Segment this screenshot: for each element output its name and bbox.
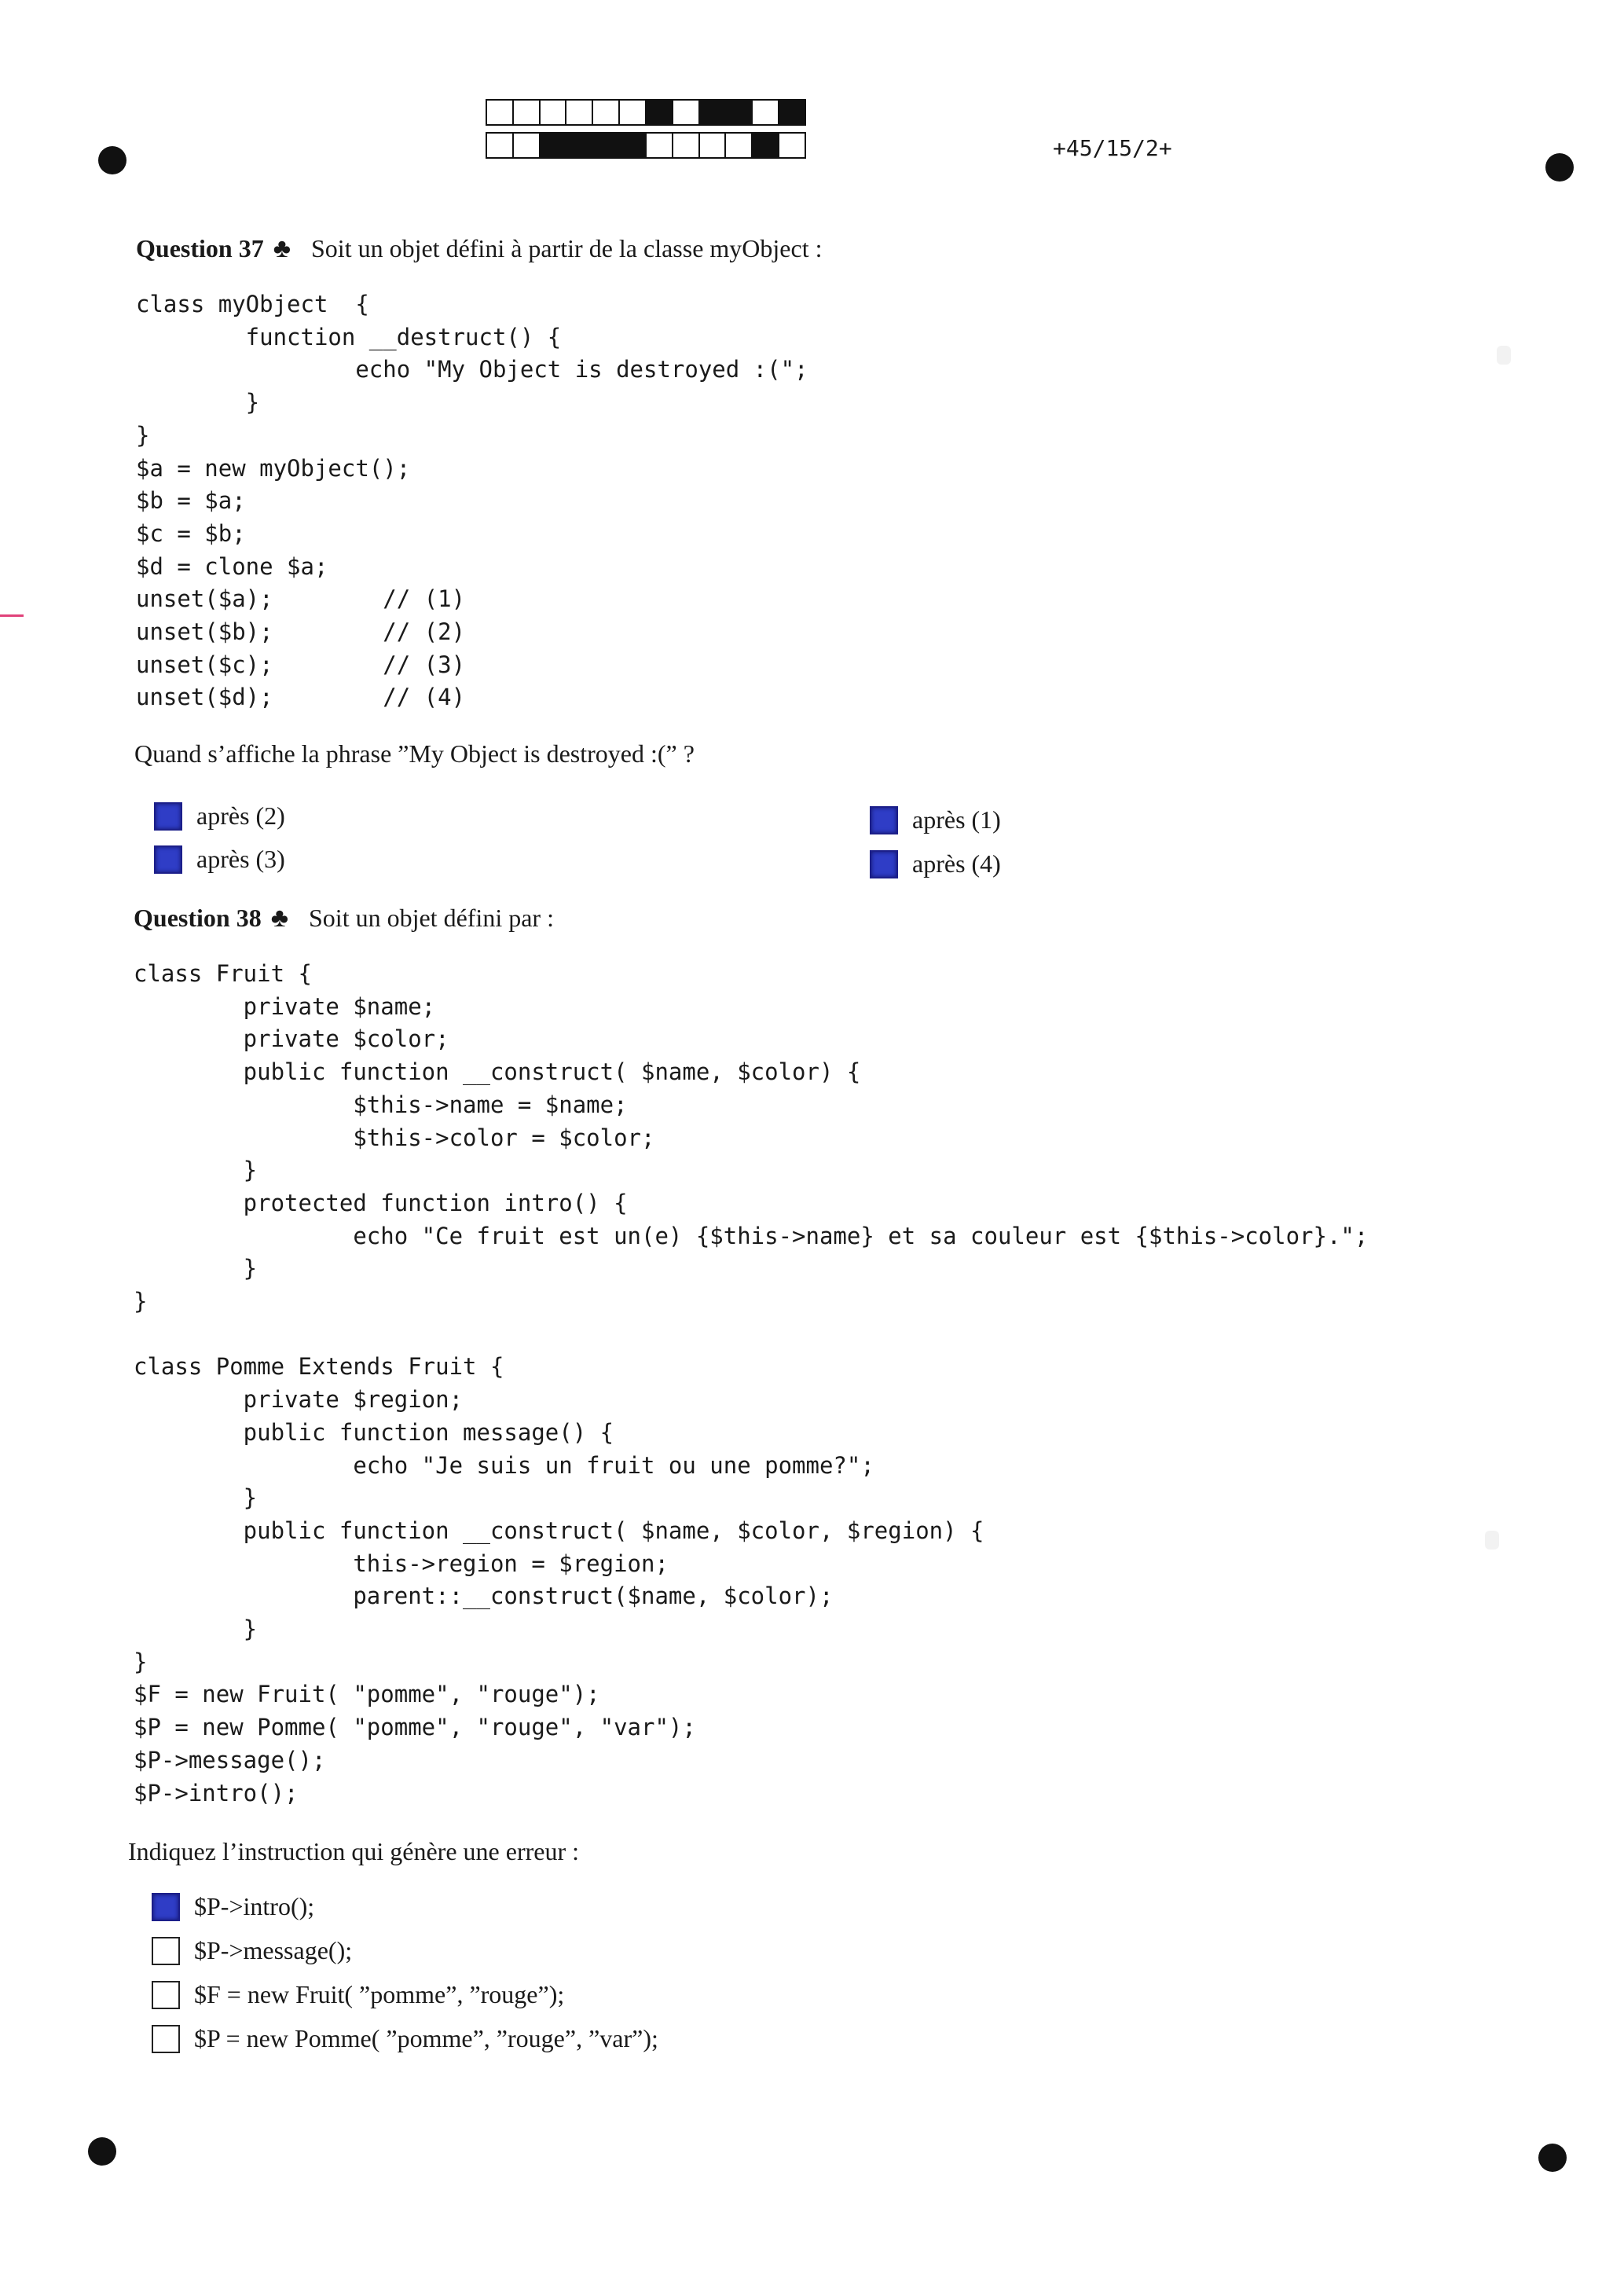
question-number: Question 38: [134, 904, 262, 932]
code-line: private $name;: [134, 992, 436, 1020]
code-line: $d = clone $a;: [136, 552, 328, 580]
scan-smudge: [1497, 346, 1511, 365]
code-line: }: [134, 1288, 148, 1315]
question-prompt: Soit un objet défini à partir de la classe myObject :: [311, 234, 823, 262]
corner-marker-bottom-left: [88, 2137, 116, 2166]
code-line: unset($a); // (1): [136, 585, 466, 613]
margin-tick: [0, 614, 24, 617]
code-line: }: [134, 1616, 258, 1643]
question-37-header: [136, 234, 822, 264]
barcode-cell: [618, 99, 647, 126]
code-line: unset($b); // (2): [136, 618, 466, 646]
answer-label: après (4): [912, 849, 1001, 878]
barcode-cell: [672, 132, 700, 159]
question-37-text: Quand s’affiche la phrase ”My Object is destroyed :(” ?: [134, 739, 695, 768]
answer-label: $P = new Pomme( ”pomme”, ”rouge”, ”var”);: [194, 2024, 658, 2052]
code-line: $c = $b;: [136, 519, 246, 547]
code-line: function __destruct() {: [136, 323, 562, 350]
answer-label: après (2): [196, 801, 285, 830]
club-icon: ♣: [273, 234, 291, 263]
barcode-cell: [486, 132, 514, 159]
scan-smudge: [1485, 1531, 1499, 1550]
answer-label: $F = new Fruit( ”pomme”, ”rouge”);: [194, 1980, 565, 2008]
answer-choice[interactable]: [870, 849, 1001, 878]
checkbox[interactable]: [154, 802, 182, 831]
code-block-q38: [134, 958, 1368, 1810]
code-line: }: [134, 1255, 258, 1282]
corner-marker-bottom-right: [1538, 2144, 1567, 2172]
answer-choice[interactable]: [152, 2024, 658, 2053]
barcode-cell: [512, 132, 541, 159]
code-line: $this->color = $color;: [134, 1124, 655, 1151]
code-line: $a = new myObject();: [136, 454, 411, 482]
answer-choice[interactable]: [152, 1892, 314, 1921]
code-line: echo "My Object is destroyed :(";: [136, 356, 808, 383]
barcode-cell: [539, 132, 567, 159]
barcode-cell: [724, 99, 753, 126]
barcode-cell: [645, 132, 673, 159]
checkbox[interactable]: [152, 1937, 180, 1965]
code-line: }: [134, 1157, 258, 1184]
barcode-cell: [778, 132, 806, 159]
code-line: class Fruit {: [134, 960, 312, 987]
code-line: class Pomme Extends Fruit {: [134, 1353, 504, 1381]
barcode-cell: [618, 132, 647, 159]
page-barcode-row-1: [487, 99, 806, 126]
barcode-cell: [698, 99, 727, 126]
answer-choice[interactable]: [152, 1980, 564, 2009]
code-line: class myObject {: [136, 291, 369, 317]
barcode-cell: [512, 99, 541, 126]
barcode-cell: [645, 99, 673, 126]
answer-label: après (3): [196, 845, 285, 873]
code-line: this->region = $region;: [134, 1550, 669, 1577]
code-line: private $region;: [134, 1386, 464, 1414]
code-line: public function __construct( $name, $color) {: [134, 1058, 861, 1086]
code-line: $this->name = $name;: [134, 1091, 628, 1118]
checkbox[interactable]: [152, 2025, 180, 2053]
code-line: private $color;: [134, 1025, 449, 1053]
code-line: unset($c); // (3): [136, 651, 466, 678]
answer-choice[interactable]: [154, 845, 285, 874]
question-38-text: Indiquez l’instruction qui génère une erreur :: [128, 1837, 579, 1865]
code-line: echo "Je suis un fruit ou une pomme?";: [134, 1451, 874, 1479]
code-line: public function message() {: [134, 1418, 614, 1446]
question-prompt: Soit un objet défini par :: [309, 904, 554, 932]
barcode-cell: [751, 99, 779, 126]
barcode-cell: [778, 99, 806, 126]
checkbox[interactable]: [870, 806, 898, 834]
barcode-cell: [751, 132, 779, 159]
answer-label: $P->intro();: [194, 1892, 315, 1920]
checkbox[interactable]: [152, 1893, 180, 1921]
code-line: }: [134, 1648, 148, 1675]
code-line: protected function intro() {: [134, 1189, 628, 1216]
question-number: Question 37: [136, 234, 264, 262]
answer-label: après (1): [912, 805, 1001, 834]
barcode-cell: [539, 99, 567, 126]
answer-choice[interactable]: [152, 1936, 352, 1965]
code-line: $P = new Pomme( "pomme", "rouge", "var");: [134, 1714, 696, 1741]
answer-choice[interactable]: [154, 801, 285, 831]
code-line: }: [136, 421, 150, 449]
code-line: $b = $a;: [136, 487, 246, 515]
answer-label: $P->message();: [194, 1936, 353, 1964]
code-line: $P->message();: [134, 1746, 326, 1773]
code-line: $P->intro();: [134, 1779, 299, 1806]
barcode-cell: [672, 99, 700, 126]
checkbox[interactable]: [154, 845, 182, 874]
barcode-cell: [592, 132, 620, 159]
barcode-cell: [724, 132, 753, 159]
code-line: parent::__construct($name, $color);: [134, 1583, 834, 1610]
code-line: }: [136, 389, 260, 416]
checkbox[interactable]: [152, 1981, 180, 2009]
page-identifier: +45/15/2+: [1053, 135, 1172, 161]
code-block-q37: [136, 288, 808, 714]
question-38-header: [134, 904, 554, 933]
code-line: echo "Ce fruit est un(e) {$this->name} et sa couleur est {$this->color}.";: [134, 1222, 1369, 1249]
code-line: public function __construct( $name, $color, $region) {: [134, 1517, 984, 1544]
barcode-cell: [565, 99, 593, 126]
barcode-cell: [565, 132, 593, 159]
checkbox[interactable]: [870, 850, 898, 878]
code-line: unset($d); // (4): [136, 684, 466, 711]
code-line: $F = new Fruit( "pomme", "rouge");: [134, 1681, 600, 1708]
corner-marker-top-right: [1545, 153, 1574, 182]
corner-marker-top-left: [98, 146, 126, 174]
answer-choice[interactable]: [870, 805, 1001, 834]
barcode-cell: [698, 132, 727, 159]
barcode-cell: [592, 99, 620, 126]
barcode-cell: [486, 99, 514, 126]
code-line: }: [134, 1484, 258, 1512]
club-icon: ♣: [270, 904, 288, 933]
page-barcode-row-2: [487, 132, 806, 159]
